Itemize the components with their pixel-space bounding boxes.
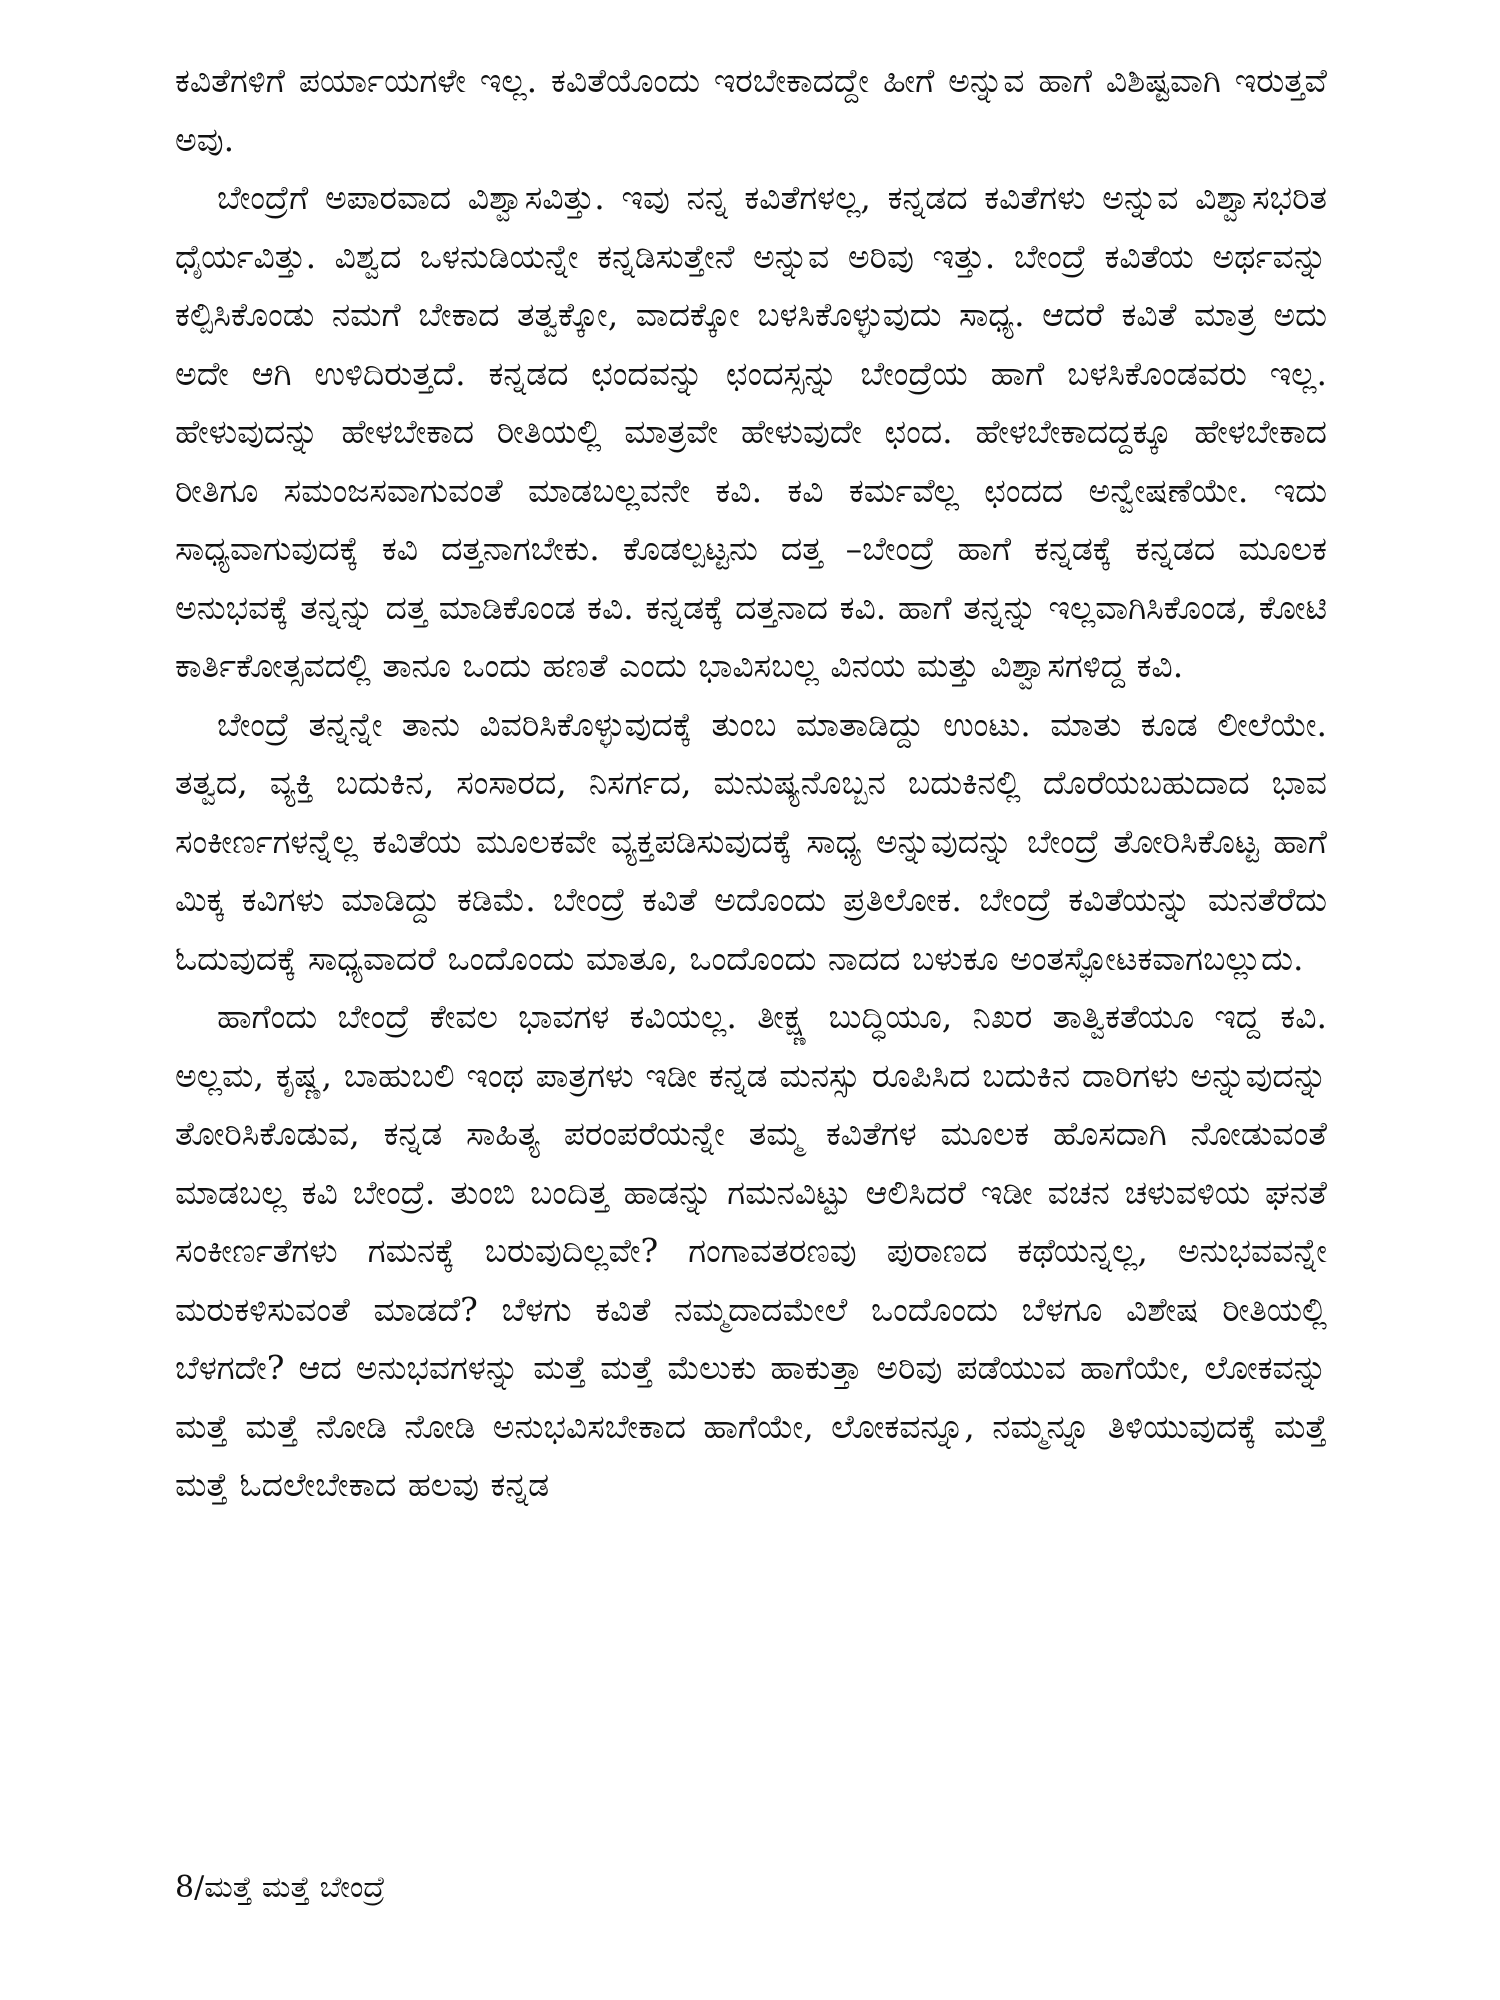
page-body bbox=[175, 52, 1327, 1515]
paragraph: ಬೇಂದ್ರೆಗೆ ಅಪಾರವಾದ ವಿಶ್ವಾಸವಿತ್ತು. ಇವು ನನ್ನ ಕವಿತೆಗಳಲ್ಲ, ಕನ್ನಡದ ಕವಿತೆಗಳು ಅನ್ನುವ ವಿಶ್ವಾಸಭರಿತ ಧೈರ್ಯವಿತ್ತು. ವಿಶ್ವದ ಒಳನುಡಿಯನ್ನೇ ಕನ್ನಡಿಸುತ್ತೇನೆ ಅನ್ನುವ ಅರಿವು ಇತ್ತು. ಬೇಂದ್ರೆ ಕವಿತೆಯ ಅರ್ಥವನ್ನು ಕಲ್ಪಿಸಿಕೊಂಡು ನಮಗೆ ಬೇಕಾದ ತತ್ವಕ್ಕೋ, ವಾದಕ್ಕೋ ಬಳಸಿಕೊಳ್ಳುವುದು ಸಾಧ್ಯ. ಆದರೆ ಕವಿತೆ ಮಾತ್ರ ಅದು ಅದೇ ಆಗಿ ಉಳಿದಿರುತ್ತದೆ. ಕನ್ನಡದ ಛಂದವನ್ನು ಛಂದಸ್ಸನ್ನು ಬೇಂದ್ರೆಯ ಹಾಗೆ ಬಳಸಿಕೊಂಡವರು ಇಲ್ಲ. ಹೇಳುವುದನ್ನು ಹೇಳಬೇಕಾದ ರೀತಿಯಲ್ಲಿ ಮಾತ್ರವೇ ಹೇಳುವುದೇ ಛಂದ. ಹೇಳಬೇಕಾದದ್ದಕ್ಕೂ ಹೇಳಬೇಕಾದ ರೀತಿಗೂ ಸಮಂಜಸವಾಗುವಂತೆ ಮಾಡಬಲ್ಲವನೇ ಕವಿ. ಕವಿ ಕರ್ಮವೆಲ್ಲ ಛಂದದ ಅನ್ವೇಷಣೆಯೇ. ಇದು ಸಾಧ್ಯವಾಗುವುದಕ್ಕೆ ಕವಿ ದತ್ತನಾಗಬೇಕು. ಕೊಡಲ್ಪಟ್ಟನು ದತ್ತ –ಬೇಂದ್ರೆ ಹಾಗೆ ಕನ್ನಡಕ್ಕೆ ಕನ್ನಡದ ಮೂಲಕ ಅನುಭವಕ್ಕೆ ತನ್ನನ್ನು ದತ್ತ ಮಾಡಿಕೊಂಡ ಕವಿ. ಕನ್ನಡಕ್ಕೆ ದತ್ತನಾದ ಕವಿ. ಹಾಗೆ ತನ್ನನ್ನು ಇಲ್ಲವಾಗಿಸಿಕೊಂಡ, ಕೋಟಿ ಕಾರ್ತಿಕೋತ್ಸವದಲ್ಲಿ ತಾನೂ ಒಂದು ಹಣತೆ ಎಂದು ಭಾವಿಸಬಲ್ಲ ವಿನಯ ಮತ್ತು ವಿಶ್ವಾಸಗಳಿದ್ದ ಕವಿ. bbox=[175, 178, 1327, 685]
paragraph: ಹಾಗೆಂದು ಬೇಂದ್ರೆ ಕೇವಲ ಭಾವಗಳ ಕವಿಯಲ್ಲ. ತೀಕ್ಷ್ಣ ಬುದ್ಧಿಯೂ, ನಿಖರ ತಾತ್ವಿಕತೆಯೂ ಇದ್ದ ಕವಿ. ಅಲ್ಲಮ, ಕೃಷ್ಣ, ಬಾಹುಬಲಿ ಇಂಥ ಪಾತ್ರಗಳು ಇಡೀ ಕನ್ನಡ ಮನಸ್ಸು ರೂಪಿಸಿದ ಬದುಕಿನ ದಾರಿಗಳು ಅನ್ನುವುದನ್ನು ತೋರಿಸಿಕೊಡುವ, ಕನ್ನಡ ಸಾಹಿತ್ಯ ಪರಂಪರೆಯನ್ನೇ ತಮ್ಮ ಕವಿತೆಗಳ ಮೂಲಕ ಹೊಸದಾಗಿ ನೋಡುವಂತೆ ಮಾಡಬಲ್ಲ ಕವಿ ಬೇಂದ್ರೆ. ತುಂಬಿ ಬಂದಿತ್ತ ಹಾಡನ್ನು ಗಮನವಿಟ್ಟು ಆಲಿಸಿದರೆ ಇಡೀ ವಚನ ಚಳುವಳಿಯ ಘನತೆ ಸಂಕೀರ್ಣತೆಗಳು ಗಮನಕ್ಕೆ ಬರುವುದಿಲ್ಲವೇ? ಗಂಗಾವತರಣವು ಪುರಾಣದ ಕಥೆಯನ್ನಲ್ಲ, ಅನುಭವವನ್ನೇ ಮರುಕಳಿಸುವಂತೆ ಮಾಡದೆ? ಬೆಳಗು ಕವಿತೆ ನಮ್ಮದಾದಮೇಲೆ ಒಂದೊಂದು ಬೆಳಗೂ ವಿಶೇಷ ರೀತಿಯಲ್ಲಿ ಬೆಳಗದೇ? ಆದ ಅನುಭವಗಳನ್ನು ಮತ್ತೆ ಮತ್ತೆ ಮೆಲುಕು ಹಾಕುತ್ತಾ ಅರಿವು ಪಡೆಯುವ ಹಾಗೆಯೇ, ಲೋಕವನ್ನು ಮತ್ತೆ ಮತ್ತೆ ನೋಡಿ ನೋಡಿ ಅನುಭವಿಸಬೇಕಾದ ಹಾಗೆಯೇ, ಲೋಕವನ್ನೂ, ನಮ್ಮನ್ನೂ ತಿಳಿಯುವುದಕ್ಕೆ ಮತ್ತೆ ಮತ್ತೆ ಓದಲೇಬೇಕಾದ ಹಲವು ಕನ್ನಡ bbox=[175, 997, 1327, 1504]
paragraph-continuation: ಕವಿತೆಗಳಿಗೆ ಪರ್ಯಾಯಗಳೇ ಇಲ್ಲ. ಕವಿತೆಯೊಂದು ಇರಬೇಕಾದದ್ದೇ ಹೀಗೆ ಅನ್ನುವ ಹಾಗೆ ವಿಶಿಷ್ಟವಾಗಿ ಇರುತ್ತವೆ ಅವು. bbox=[175, 61, 1327, 159]
page-footer: 8/ಮತ್ತೆ ಮತ್ತೆ ಬೇಂದ್ರೆ bbox=[175, 1870, 386, 1905]
paragraph: ಬೇಂದ್ರೆ ತನ್ನನ್ನೇ ತಾನು ವಿವರಿಸಿಕೊಳ್ಳುವುದಕ್ಕೆ ತುಂಬ ಮಾತಾಡಿದ್ದು ಉಂಟು. ಮಾತು ಕೂಡ ಲೀಲೆಯೇ. ತತ್ವದ, ವ್ಯಕ್ತಿ ಬದುಕಿನ, ಸಂಸಾರದ, ನಿಸರ್ಗದ, ಮನುಷ್ಯನೊಬ್ಬನ ಬದುಕಿನಲ್ಲಿ ದೊರೆಯಬಹುದಾದ ಭಾವ ಸಂಕೀರ್ಣಗಳನ್ನೆಲ್ಲ ಕವಿತೆಯ ಮೂಲಕವೇ ವ್ಯಕ್ತಪಡಿಸುವುದಕ್ಕೆ ಸಾಧ್ಯ ಅನ್ನುವುದನ್ನು ಬೇಂದ್ರೆ ತೋರಿಸಿಕೊಟ್ಟ ಹಾಗೆ ಮಿಕ್ಕ ಕವಿಗಳು ಮಾಡಿದ್ದು ಕಡಿಮೆ. ಬೇಂದ್ರೆ ಕವಿತೆ ಅದೊಂದು ಪ್ರತಿಲೋಕ. ಬೇಂದ್ರೆ ಕವಿತೆಯನ್ನು ಮನತೆರೆದು ಓದುವುದಕ್ಕೆ ಸಾಧ್ಯವಾದರೆ ಒಂದೊಂದು ಮಾತೂ, ಒಂದೊಂದು ನಾದದ ಬಳುಕೂ ಅಂತಸ್ಫೋಟಕವಾಗಬಲ್ಲುದು. bbox=[175, 704, 1327, 978]
